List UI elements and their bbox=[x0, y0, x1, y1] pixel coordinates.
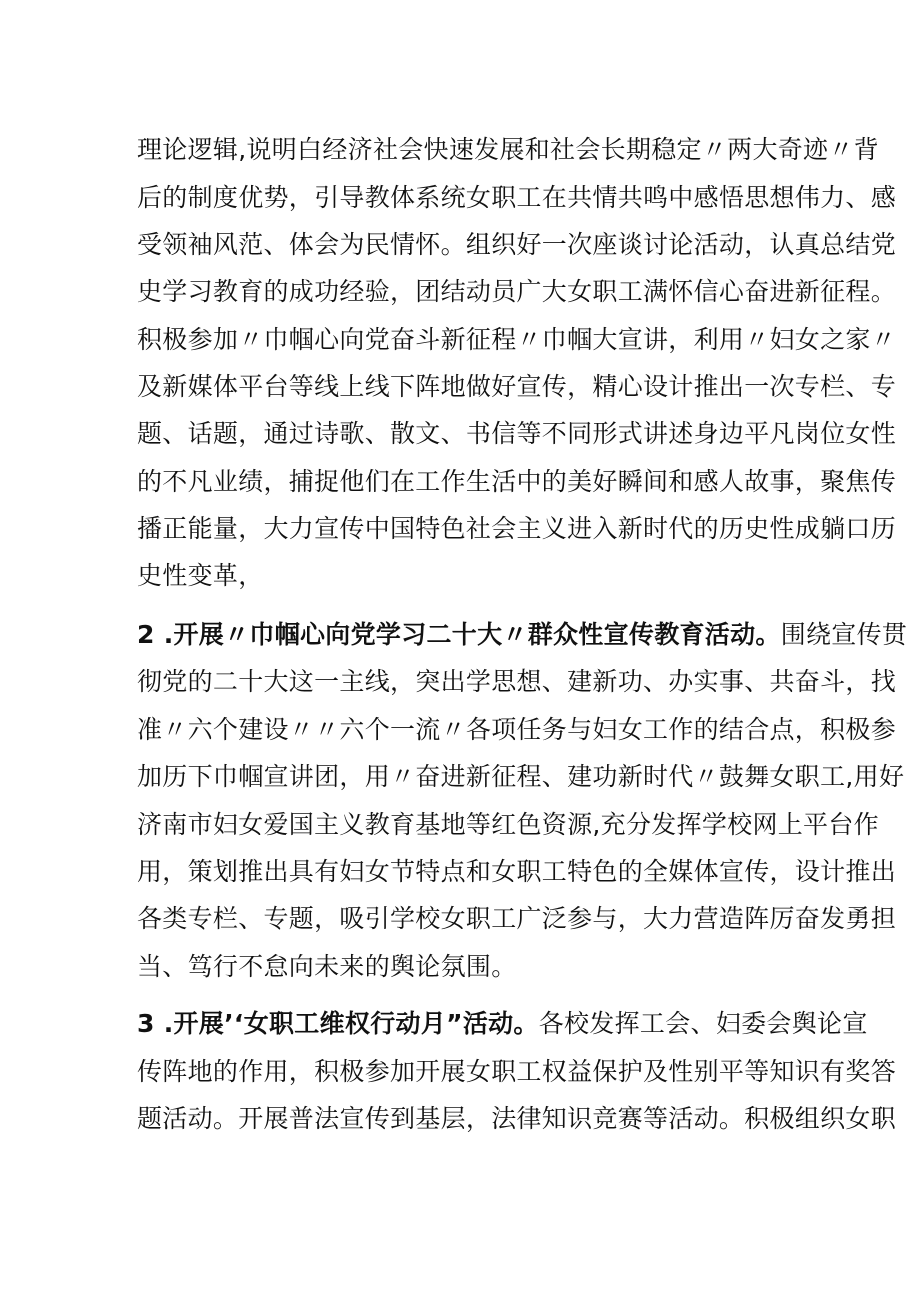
paragraph-line: 播正能量，大力宣传中国特色社会主义进入新时代的历史性成躺口历 bbox=[137, 514, 897, 543]
paragraph-line: 当、笃行不怠向未来的舆论氛围。 bbox=[137, 952, 517, 981]
paragraph-line: 后的制度优势，引导教体系统女职工在共情共鸣中感悟思想伟力、感 bbox=[137, 183, 897, 212]
paragraph-line: 济南市妇女爱国主义教育基地等红色资源,充分发挥学校网上平台作 bbox=[137, 810, 879, 839]
item-3-first-line-rest: 各校发挥工会、妇委会舆论宣 bbox=[538, 1009, 868, 1038]
paragraph-line: 彻党的二十大这一主线，突出学思想、建新功、办实事、共奋斗，找 bbox=[137, 667, 897, 696]
paragraph-line: 受领袖风范、体会为民情怀。组织好一次座谈讨论活动，认真总结党 bbox=[137, 230, 897, 259]
paragraph-line: 史性变革， bbox=[137, 561, 264, 590]
paragraph-line: 准〃六个建设〃〃六个一流〃各项任务与妇女工作的结合点，积极参 bbox=[137, 715, 897, 744]
paragraph-line: 史学习教育的成功经验，团结动员广大女职工满怀信心奋进新征程。 bbox=[137, 277, 897, 306]
paragraph-line: 的不凡业绩，捕捉他们在工作生活中的美好瞬间和感人故事，聚焦传 bbox=[137, 467, 897, 496]
paragraph-line: 积极参加〃巾帼心向党奋斗新征程〃巾帼大宣讲，利用〃妇女之家〃 bbox=[137, 325, 897, 354]
paragraph-line: 用，策划推出具有妇女节特点和女职工特色的全媒体宣传，设计推出 bbox=[137, 857, 897, 886]
item-2-first-line bbox=[137, 620, 908, 650]
paragraph-line: 各类专栏、专题，吸引学校女职工广泛参与，大力营造阵厉奋发勇担 bbox=[137, 904, 897, 933]
item-3-heading: 3 .开展’‘女职工维权行动月”活动。 bbox=[137, 1009, 539, 1038]
paragraph-line: 传阵地的作用，积极参加开展女职工权益保护及性别平等知识有奖答 bbox=[137, 1057, 897, 1086]
item-3-first-line bbox=[137, 1009, 868, 1039]
paragraph-line: 理论逻辑,说明白经济社会快速发展和社会长期稳定〃两大奇迹〃背 bbox=[137, 135, 879, 164]
paragraph-line: 题、话题，通过诗歌、散文、书信等不同形式讲述身边平凡岗位女性 bbox=[137, 419, 897, 448]
paragraph-line: 及新媒体平台等线上线下阵地做好宣传，精心设计推出一次专栏、专 bbox=[137, 372, 897, 401]
paragraph-line: 题活动。开展普法宣传到基层，法律知识竞赛等活动。积极组织女职 bbox=[137, 1104, 897, 1133]
item-2-first-line-rest: 围绕宣传贯 bbox=[780, 620, 908, 649]
item-2-heading: 2 .开展〃巾帼心向党学习二十大〃群众性宣传教育活动。 bbox=[137, 620, 781, 649]
paragraph-line: 加历下巾帼宣讲团，用〃奋进新征程、建功新时代〃鼓舞女职工,用好 bbox=[137, 762, 905, 791]
